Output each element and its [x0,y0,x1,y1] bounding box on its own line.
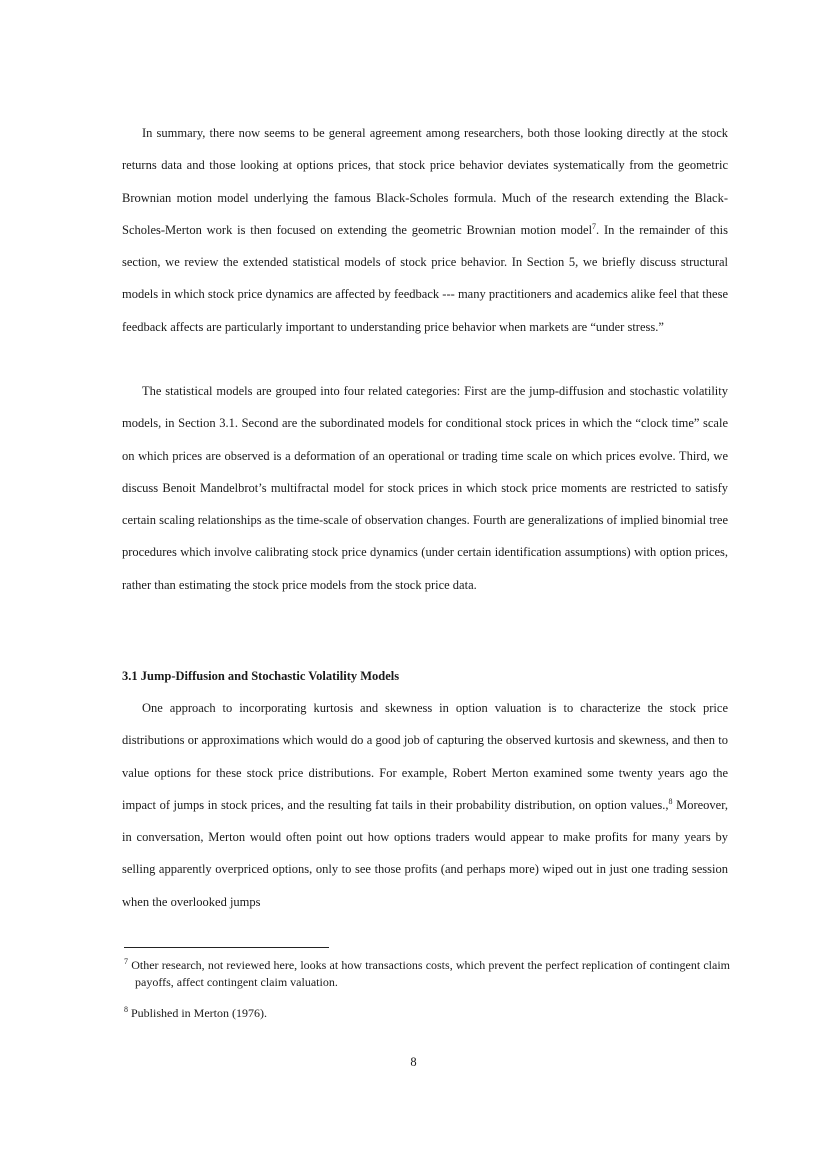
paragraph-summary-part2: . In the remainder of this section, we review the extended statistical models of stock price behavior. In Section 5, we briefly discuss structural models in which stock price dynamics are affected by feedback --- many practitioners and academics alike feel that these feedback affects are particularly important to understanding price behavior when markets are “under stress.” [122,222,728,334]
paragraph-jump-diffusion-text [122,692,728,918]
footnote-7-text: Other research, not reviewed here, looks at how transactions costs, which prevent the perfect replication of contingent claim payoffs, affect contingent claim valuation. [131,958,731,989]
paragraph-categories [122,375,728,601]
footnote-8-text: Published in Merton (1976). [131,1006,267,1020]
paragraph-categories-text: The statistical models are grouped into four related categories: First are the jump-diffusion and stochastic volatility models, in Section 3.1. Second are the subordinated models for conditional stock prices in which the “clock time” scale on which prices are observed is a deformation of an operational or trading time scale on which prices evolve. Third, we discuss Benoit Mandelbrot’s multifractal model for stock prices in which stock price moments are restricted to satisfy certain scaling relationships as the time-scale of observation changes. Fourth are generalizations of implied binomial tree procedures which involve calibrating stock price dynamics (under certain identification assumptions) with option prices, rather than estimating the stock price models from the stock price data. [122,384,728,592]
page-number: 8 [410,1055,417,1069]
paragraph-jump-diffusion-part1: One approach to incorporating kurtosis and skewness in option valuation is to characterize the stock price distributions or approximations which would do a good job of capturing the observed kurtosis and skewness, and then to value options for these stock price distributions. For example, Robert Merton examined some twenty years ago the impact of jumps in stock prices, and the resulting fat tails in their probability distribution, on option values., [122,701,728,812]
paragraph-summary-text [122,117,728,343]
paragraph-jump-diffusion [122,692,728,918]
footnote-8 [124,1005,730,1022]
footnote-7 [124,957,730,991]
footnote-divider [124,947,329,948]
footnote-ref-8[interactable]: 8 [668,796,673,806]
paragraph-jump-diffusion-part2: Moreover, in conversation, Merton would often point out how options traders would appear to make profits for many years by selling apparently overpriced options, only to see those profits (and perhaps more) wiped out in just one trading session when the overlooked jumps [122,797,728,909]
paragraph-summary-part1: In summary, there now seems to be general agreement among researchers, both those looking directly at the stock returns data and those looking at options prices, that stock price behavior deviates systematically from the geometric Brownian motion model underlying the famous Black-Scholes formula. Much of the research extending the Black-Scholes-Merton work is then focused on extending the geometric Brownian motion model [122,126,728,237]
footnote-8-mark: 8 [124,1005,128,1014]
footnote-ref-7[interactable]: 7 [592,221,597,231]
footnote-7-mark: 7 [124,957,128,966]
paragraph-summary [122,117,728,343]
section-heading: 3.1 Jump-Diffusion and Stochastic Volatility Models [122,669,400,683]
